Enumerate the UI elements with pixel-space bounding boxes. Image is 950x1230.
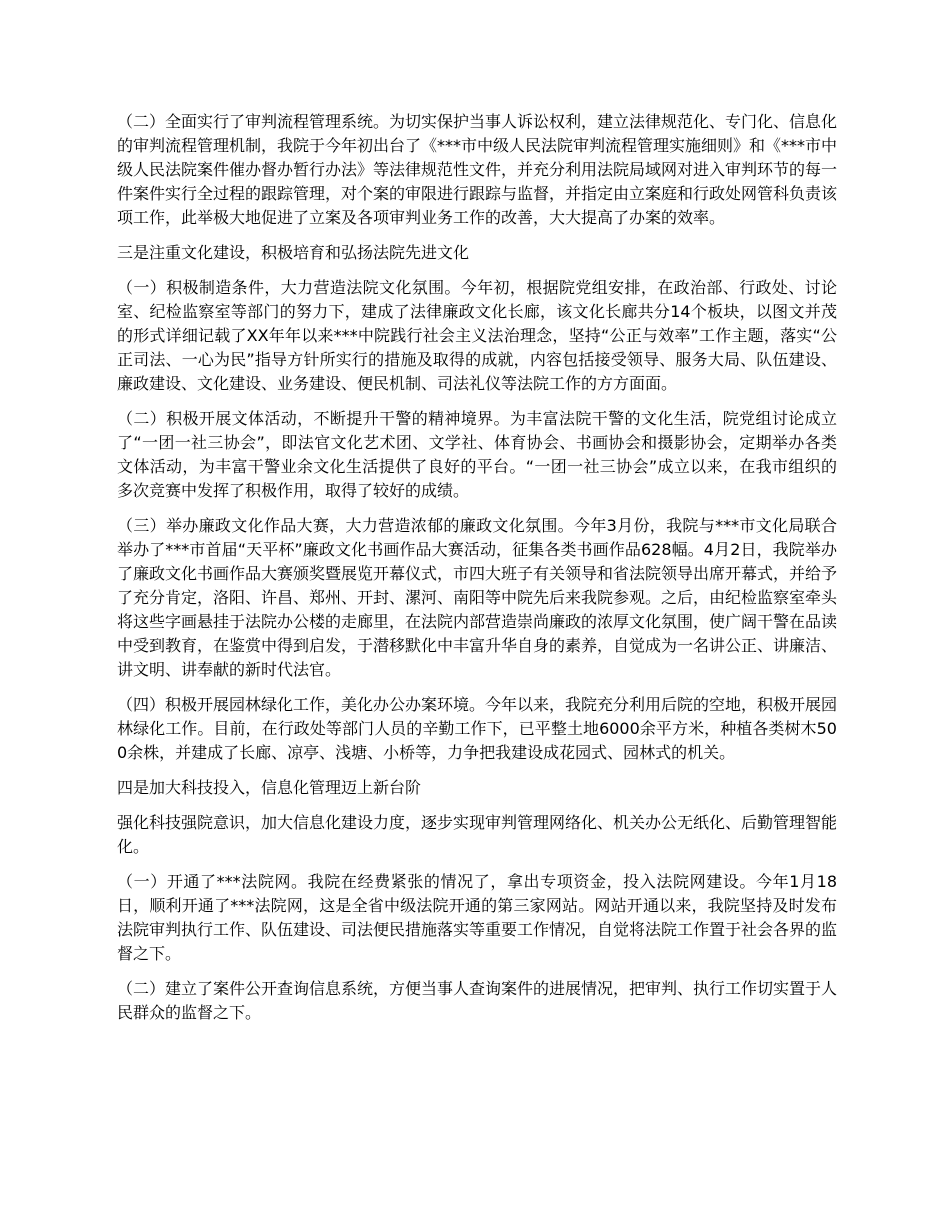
- section-heading-culture: 三是注重文化建设，积极培育和弘扬法院先进文化: [117, 243, 470, 262]
- paragraph-trial-process-management: （二）全面实行了审判流程管理系统。为切实保护当事人诉讼权利，建立法律规范化、专门化、信息化的审判流程管理机制，我院于今年初出台了《***市中级人民法院审判流程管理实施细则》和《***市中级人民法院案件催办督办暂行办法》等法律规范性文件，并充分利用法院局域网对进入审判环节的每一件案件实行全过程的跟踪管理，对个案的审限进行跟踪与监督，并指定由立案庭和行政处网管科负责该项工作，此举极大地促进了立案及各项审判业务工作的改善，大大提高了办案的效率。: [117, 112, 838, 227]
- paragraph-tech-awareness: 强化科技强院意识，加大信息化建设力度，逐步实现审判管理网络化、机关办公无纸化、后勤管理智能化。: [117, 813, 838, 856]
- paragraph-court-website: （一）开通了***法院网。我院在经费紧张的情况了，拿出专项资金，投入法院网建设。今年1月18日，顺利开通了***法院网，这是全省中级法院开通的第三家网站。网站开通以来，我院坚持及时发布法院审判执行工作、队伍建设、司法便民措施落实等重要工作情况，自觉将法院工作置于社会各界的监督之下。: [117, 872, 838, 963]
- paragraph-case-query-system: （二）建立了案件公开查询信息系统，方便当事人查询案件的进展情况，把审判、执行工作切实置于人民群众的监督之下。: [117, 979, 838, 1022]
- paragraph-landscaping: （四）积极开展园林绿化工作，美化办公办案环境。今年以来，我院充分利用后院的空地，积极开展园林绿化工作。目前，在行政处等部门人员的辛勤工作下，已平整土地6000余平方米，种植各类树木500余株，并建成了长廊、凉亭、浅塘、小桥等，力争把我建设成花园式、园林式的机关。: [117, 695, 838, 762]
- paragraph-culture-atmosphere: （一）积极制造条件，大力营造法院文化氛围。今年初，根据院党组安排，在政治部、行政处、讨论室、纪检监察室等部门的努力下，建成了法律廉政文化长廊，该文化长廊共分14个板块，以图文并茂的形式详细记载了XX年年以来***中院践行社会主义法治理念，坚持“公正与效率”工作主题，落实“公正司法、一心为民”指导方针所实行的措施及取得的成就，内容包括接受领导、服务大局、队伍建设、廉政建设、文化建设、业务建设、便民机制、司法礼仪等法院工作的方方面面。: [117, 278, 837, 393]
- section-heading-technology: 四是加大科技投入，信息化管理迈上新台阶: [117, 778, 422, 797]
- document-body: [117, 110, 837, 1036]
- paragraph-sports-activities: （二）积极开展文体活动，不断提升干警的精神境界。为丰富法院干警的文化生活，院党组讨论成立了“一团一社三协会”，即法官文化艺术团、文学社、体育协会、书画协会和摄影协会，定期举办各类文体活动，为丰富干警业余文化生活提供了良好的平台。“一团一社三协会”成立以来，在我市组织的多次竞赛中发挥了积极作用，取得了较好的成绩。: [117, 409, 837, 500]
- paragraph-integrity-art-contest: （三）举办廉政文化作品大赛，大力营造浓郁的廉政文化氛围。今年3月份，我院与***市文化局联合举办了***市首届“天平杯”廉政文化书画作品大赛活动，征集各类书画作品628幅。4月2日，我院举办了廉政文化书画作品大赛颁奖暨展览开幕仪式，市四大班子有关领导和省法院领导出席开幕式，并给予了充分肯定，洛阳、许昌、郑州、开封、漯河、南阳等中院先后来我院参观。之后，由纪检监察室牵头将这些字画悬挂于法院办公楼的走廊里，在法院内部营造崇尚廉政的浓厚文化氛围，使广阔干警在品读中受到教育，在鉴赏中得到启发，于潜移默化中丰富升华自身的素养，自觉成为一名讲公正、讲廉洁、讲文明、讲奉献的新时代法官。: [117, 516, 838, 679]
